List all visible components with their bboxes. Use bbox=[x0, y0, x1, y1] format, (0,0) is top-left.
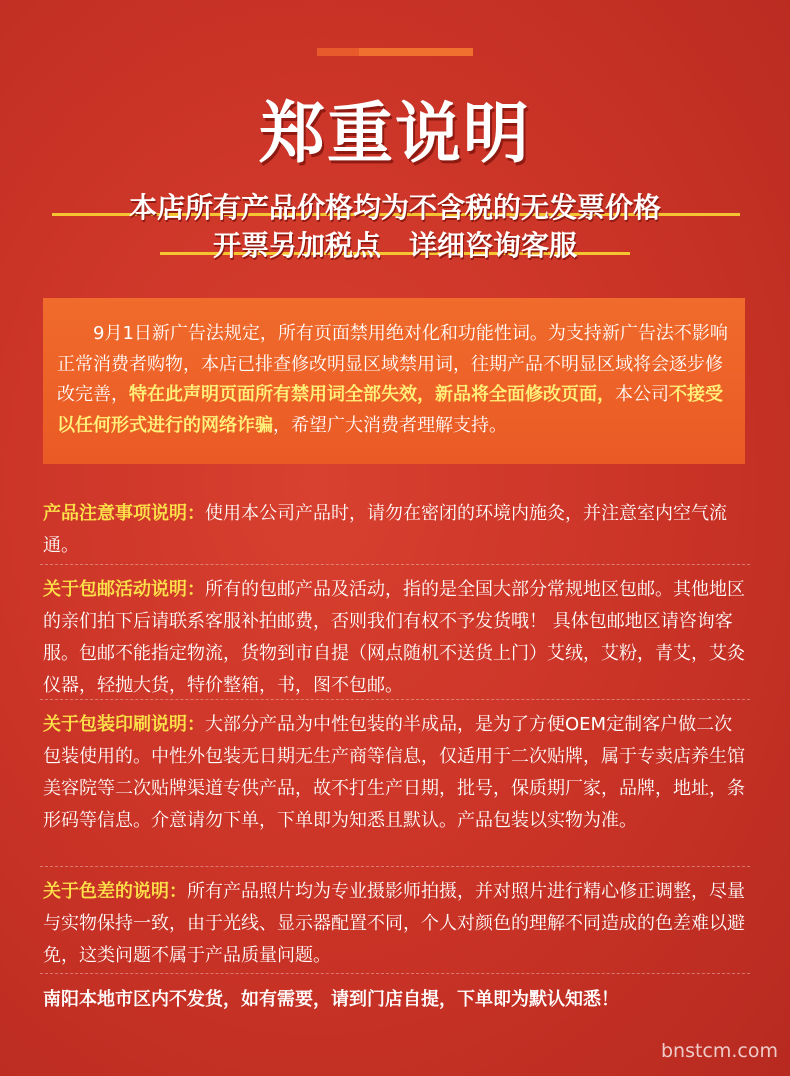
section-divider bbox=[40, 866, 750, 867]
local-pickup-footer: 南阳本地市区内不发货，如有需要，请到门店自提，下单即为默认知悉！ bbox=[43, 989, 619, 1010]
section-text: 所有的包邮产品及活动，指的是全国大部分常规地区包邮。其他地区的亲们拍下后请联系客服补拍邮费，否则我们有权不予发货哦！ 具体包邮地区请咨询客服。包邮不能指定物流，货物到市自提（网点随机不送货上门）艾绒，艾粉，青艾，艾灸仪器，轻抛大货，特价整箱，书，图不包邮。 bbox=[43, 579, 745, 696]
notice-paragraph bbox=[57, 319, 731, 441]
section-label: 产品注意事项说明： bbox=[43, 503, 205, 524]
section-label: 关于包装印刷说明： bbox=[43, 714, 205, 735]
subtitle-line-2: 开票另加税点 详细咨询客服 bbox=[212, 229, 577, 262]
section-label: 关于色差的说明： bbox=[43, 881, 187, 902]
section-product-precautions bbox=[43, 498, 750, 562]
section-text: 使用本公司产品时，请勿在密闭的环境内施灸，并注意室内空气流通。 bbox=[43, 503, 727, 556]
section-divider bbox=[40, 973, 750, 974]
notice-end: ，希望广大消费者理解支持。 bbox=[273, 414, 507, 436]
notice-intro: 9月1日新广告法规定，所有页面禁用绝对化和功能性词。为支持新广告法不影响正常消费者购物，本店已排查修改明显区域禁用词，往期产品不明显区域将会逐步修改完善， bbox=[57, 323, 728, 405]
subtitle-line-1: 本店所有产品价格均为不含税的无发票价格 bbox=[128, 191, 661, 224]
site-watermark: bnstcm.com bbox=[660, 1040, 778, 1062]
accent-bar-segment-dark bbox=[317, 48, 359, 56]
notice-highlight-2: 不接受以任何形式进行的网络诈骗 bbox=[57, 384, 723, 436]
section-label: 关于包邮活动说明： bbox=[43, 579, 205, 600]
notice-highlight-1: 特在此声明页面所有禁用词全部失效，新品将全面修改页面， bbox=[129, 384, 615, 405]
section-divider bbox=[40, 699, 750, 700]
ad-law-notice-box bbox=[43, 298, 745, 464]
section-divider bbox=[40, 564, 750, 565]
section-text: 大部分产品为中性包装的半成品，是为了方便OEM定制客户做二次包装使用的。中性外包装无日期无生产商等信息，仅适用于二次贴牌，属于专卖店养生馆美容院等二次贴牌渠道专供产品，故不打生产日期，批号，保质期厂家，品牌，地址，条形码等信息。介意请勿下单，下单即为知悉且默认。产品包装以实物为准。 bbox=[43, 714, 745, 831]
section-text: 所有产品照片均为专业摄影师拍摄，并对照片进行精心修正调整，尽量与实物保持一致，由于光线、显示器配置不同，个人对颜色的理解不同造成的色差难以避免，这类问题不属于产品质量问题。 bbox=[43, 881, 745, 966]
section-free-shipping bbox=[43, 574, 750, 702]
notice-mid: 本公司 bbox=[615, 384, 669, 405]
page-title: 郑重说明 bbox=[259, 95, 531, 172]
accent-bar-segment-light bbox=[359, 48, 473, 56]
title-accent-bar bbox=[317, 48, 473, 56]
section-color-difference bbox=[43, 876, 750, 972]
section-packaging bbox=[43, 709, 750, 837]
